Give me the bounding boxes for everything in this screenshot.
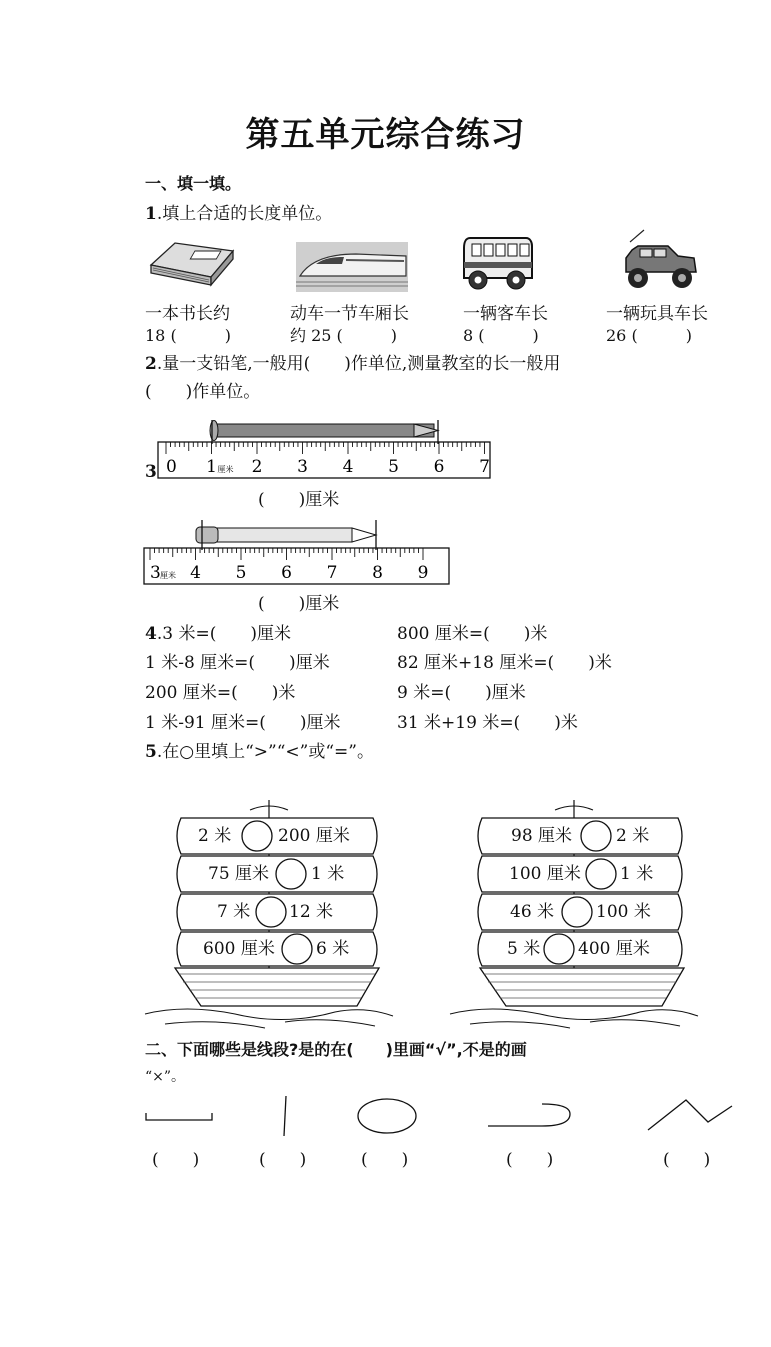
boat-left-row-4-left: 600 厘米: [203, 939, 275, 959]
zigzag-figure: [648, 1100, 732, 1130]
segment-figure: [146, 1113, 212, 1120]
toy-car-icon: [620, 228, 700, 294]
boat-left-row-2-left: 75 厘米: [208, 864, 270, 884]
q1-item-1-line2: 18 ( ): [145, 326, 231, 345]
boat-left-row-1-right: 200 厘米: [278, 826, 350, 846]
book-icon: [145, 237, 237, 292]
question-1: [145, 206, 332, 223]
question-1-text: .填上合适的长度单位。: [156, 204, 333, 224]
answer-blank-5[interactable]: ( ): [663, 1150, 711, 1170]
ruler-label: 5: [388, 457, 399, 477]
ruler-label: 8: [372, 563, 383, 583]
q1-item-3-line1: 一辆客车长: [463, 304, 548, 324]
ruler-label: 3: [297, 457, 308, 477]
q4-row-3-left: 200 厘米=( )米: [145, 683, 296, 703]
ruler-1: [158, 420, 493, 482]
ruler-label: 4: [190, 563, 201, 583]
question-5-text: .在○里填上“>”“<”或“=”。: [156, 742, 374, 762]
question-number: 4: [145, 624, 157, 644]
question-number: 2: [145, 354, 157, 374]
compare-circle[interactable]: [256, 897, 286, 927]
q3-answer-2: ( )厘米: [258, 594, 340, 614]
boat-left: [145, 800, 395, 1030]
page-title: 第五单元综合练习: [245, 115, 526, 155]
question-number: 1: [145, 204, 157, 224]
ruler-2: [144, 518, 452, 584]
boat-right-row-1-right: 2 米: [616, 826, 650, 846]
ruler-label: 6: [281, 563, 292, 583]
ruler-label: 0: [166, 457, 177, 477]
q4-row-2-right: 82 厘米+18 厘米=( )米: [397, 653, 612, 673]
q1-item-4-line1: 一辆玩具车长: [606, 304, 708, 324]
answer-blank-3[interactable]: ( ): [361, 1150, 409, 1170]
answer-blank-4[interactable]: ( ): [506, 1150, 554, 1170]
ruler-unit-label: 厘米: [217, 465, 234, 474]
q4-expr: .3 米=( )厘米: [156, 624, 291, 644]
compare-circle[interactable]: [282, 934, 312, 964]
ruler-unit-label: 厘米: [160, 571, 176, 580]
q4-row-2-left: 1 米-8 厘米=( )厘米: [145, 653, 330, 673]
line-figures: [140, 1090, 740, 1150]
ruler-label: 7: [326, 563, 338, 583]
bus-icon: [462, 232, 532, 294]
q4-row-3-right: 9 米=( )厘米: [397, 683, 526, 703]
question-2-line1: [145, 356, 560, 373]
vertical-line-figure: [284, 1096, 286, 1136]
section-2-heading: 二、下面哪些是线段?是的在( )里画“√”,不是的画: [145, 1040, 527, 1059]
q1-item-3-line2: 8 ( ): [463, 326, 539, 345]
q3-answer-1: ( )厘米: [258, 490, 340, 510]
boat-left-row-2-right: 1 米: [311, 864, 345, 884]
boat-left-row-1-left: 2 米: [198, 826, 232, 846]
ruler-label: 6: [433, 457, 445, 477]
ruler-label: 7: [479, 457, 490, 477]
compare-circle[interactable]: [581, 821, 611, 851]
question-2-line2: ( )作单位。: [145, 382, 261, 402]
compare-circle[interactable]: [562, 897, 592, 927]
ruler-label: 3: [150, 563, 161, 583]
ruler-label: 1: [206, 457, 217, 477]
boat-right-row-4-right: 400 厘米: [578, 939, 650, 959]
ruler-label: 9: [417, 563, 429, 583]
boat-right-row-3-right: 100 米: [596, 902, 651, 922]
compare-circle[interactable]: [276, 859, 306, 889]
boat-left-row-4-right: 6 米: [316, 939, 350, 959]
ruler-label: 2: [251, 457, 263, 477]
q1-item-4-line2: 26 ( ): [606, 326, 692, 345]
boat-left-row-3-left: 7 米: [217, 902, 251, 922]
boat-right: [450, 800, 700, 1030]
question-5: [145, 744, 374, 761]
ruler-label: 4: [342, 457, 354, 477]
q4-row-1-right: 800 厘米=( )米: [397, 624, 548, 644]
compare-circle[interactable]: [586, 859, 616, 889]
q4-row-1-left: [145, 626, 291, 643]
question-3-number: 3: [145, 462, 157, 482]
question-number: 5: [145, 742, 157, 762]
answer-blank-2[interactable]: ( ): [259, 1150, 307, 1170]
section-2-heading-line2: “×”。: [145, 1069, 186, 1085]
boat-right-row-1-left: 98 厘米: [511, 826, 573, 846]
ellipse-figure: [358, 1099, 416, 1133]
pencil-2: [196, 520, 376, 550]
boat-right-row-2-right: 1 米: [620, 864, 654, 884]
pencil-1: [210, 420, 438, 444]
q1-item-1-line1: 一本书长约: [145, 304, 230, 324]
q1-item-2-line1: 动车一节车厢长: [290, 304, 409, 324]
hook-line-figure: [488, 1104, 570, 1126]
answer-blank-1[interactable]: ( ): [152, 1150, 200, 1170]
boat-right-row-3-left: 46 米: [510, 902, 555, 922]
q4-row-4-right: 31 米+19 米=( )米: [397, 713, 578, 733]
boat-left-row-3-right: 12 米: [289, 902, 334, 922]
boat-right-row-2-left: 100 厘米: [509, 864, 581, 884]
q4-row-4-left: 1 米-91 厘米=( )厘米: [145, 713, 341, 733]
q1-item-2-line2: 约 25 ( ): [290, 326, 398, 345]
question-2-text: .量一支铅笔,一般用( )作单位,测量教室的长一般用: [156, 354, 561, 374]
compare-circle[interactable]: [242, 821, 272, 851]
compare-circle[interactable]: [544, 934, 574, 964]
boat-right-row-4-left: 5 米: [507, 939, 541, 959]
section-1-heading: 一、填一填。: [145, 174, 242, 193]
ruler-label: 5: [235, 563, 247, 583]
train-icon: [296, 242, 408, 292]
